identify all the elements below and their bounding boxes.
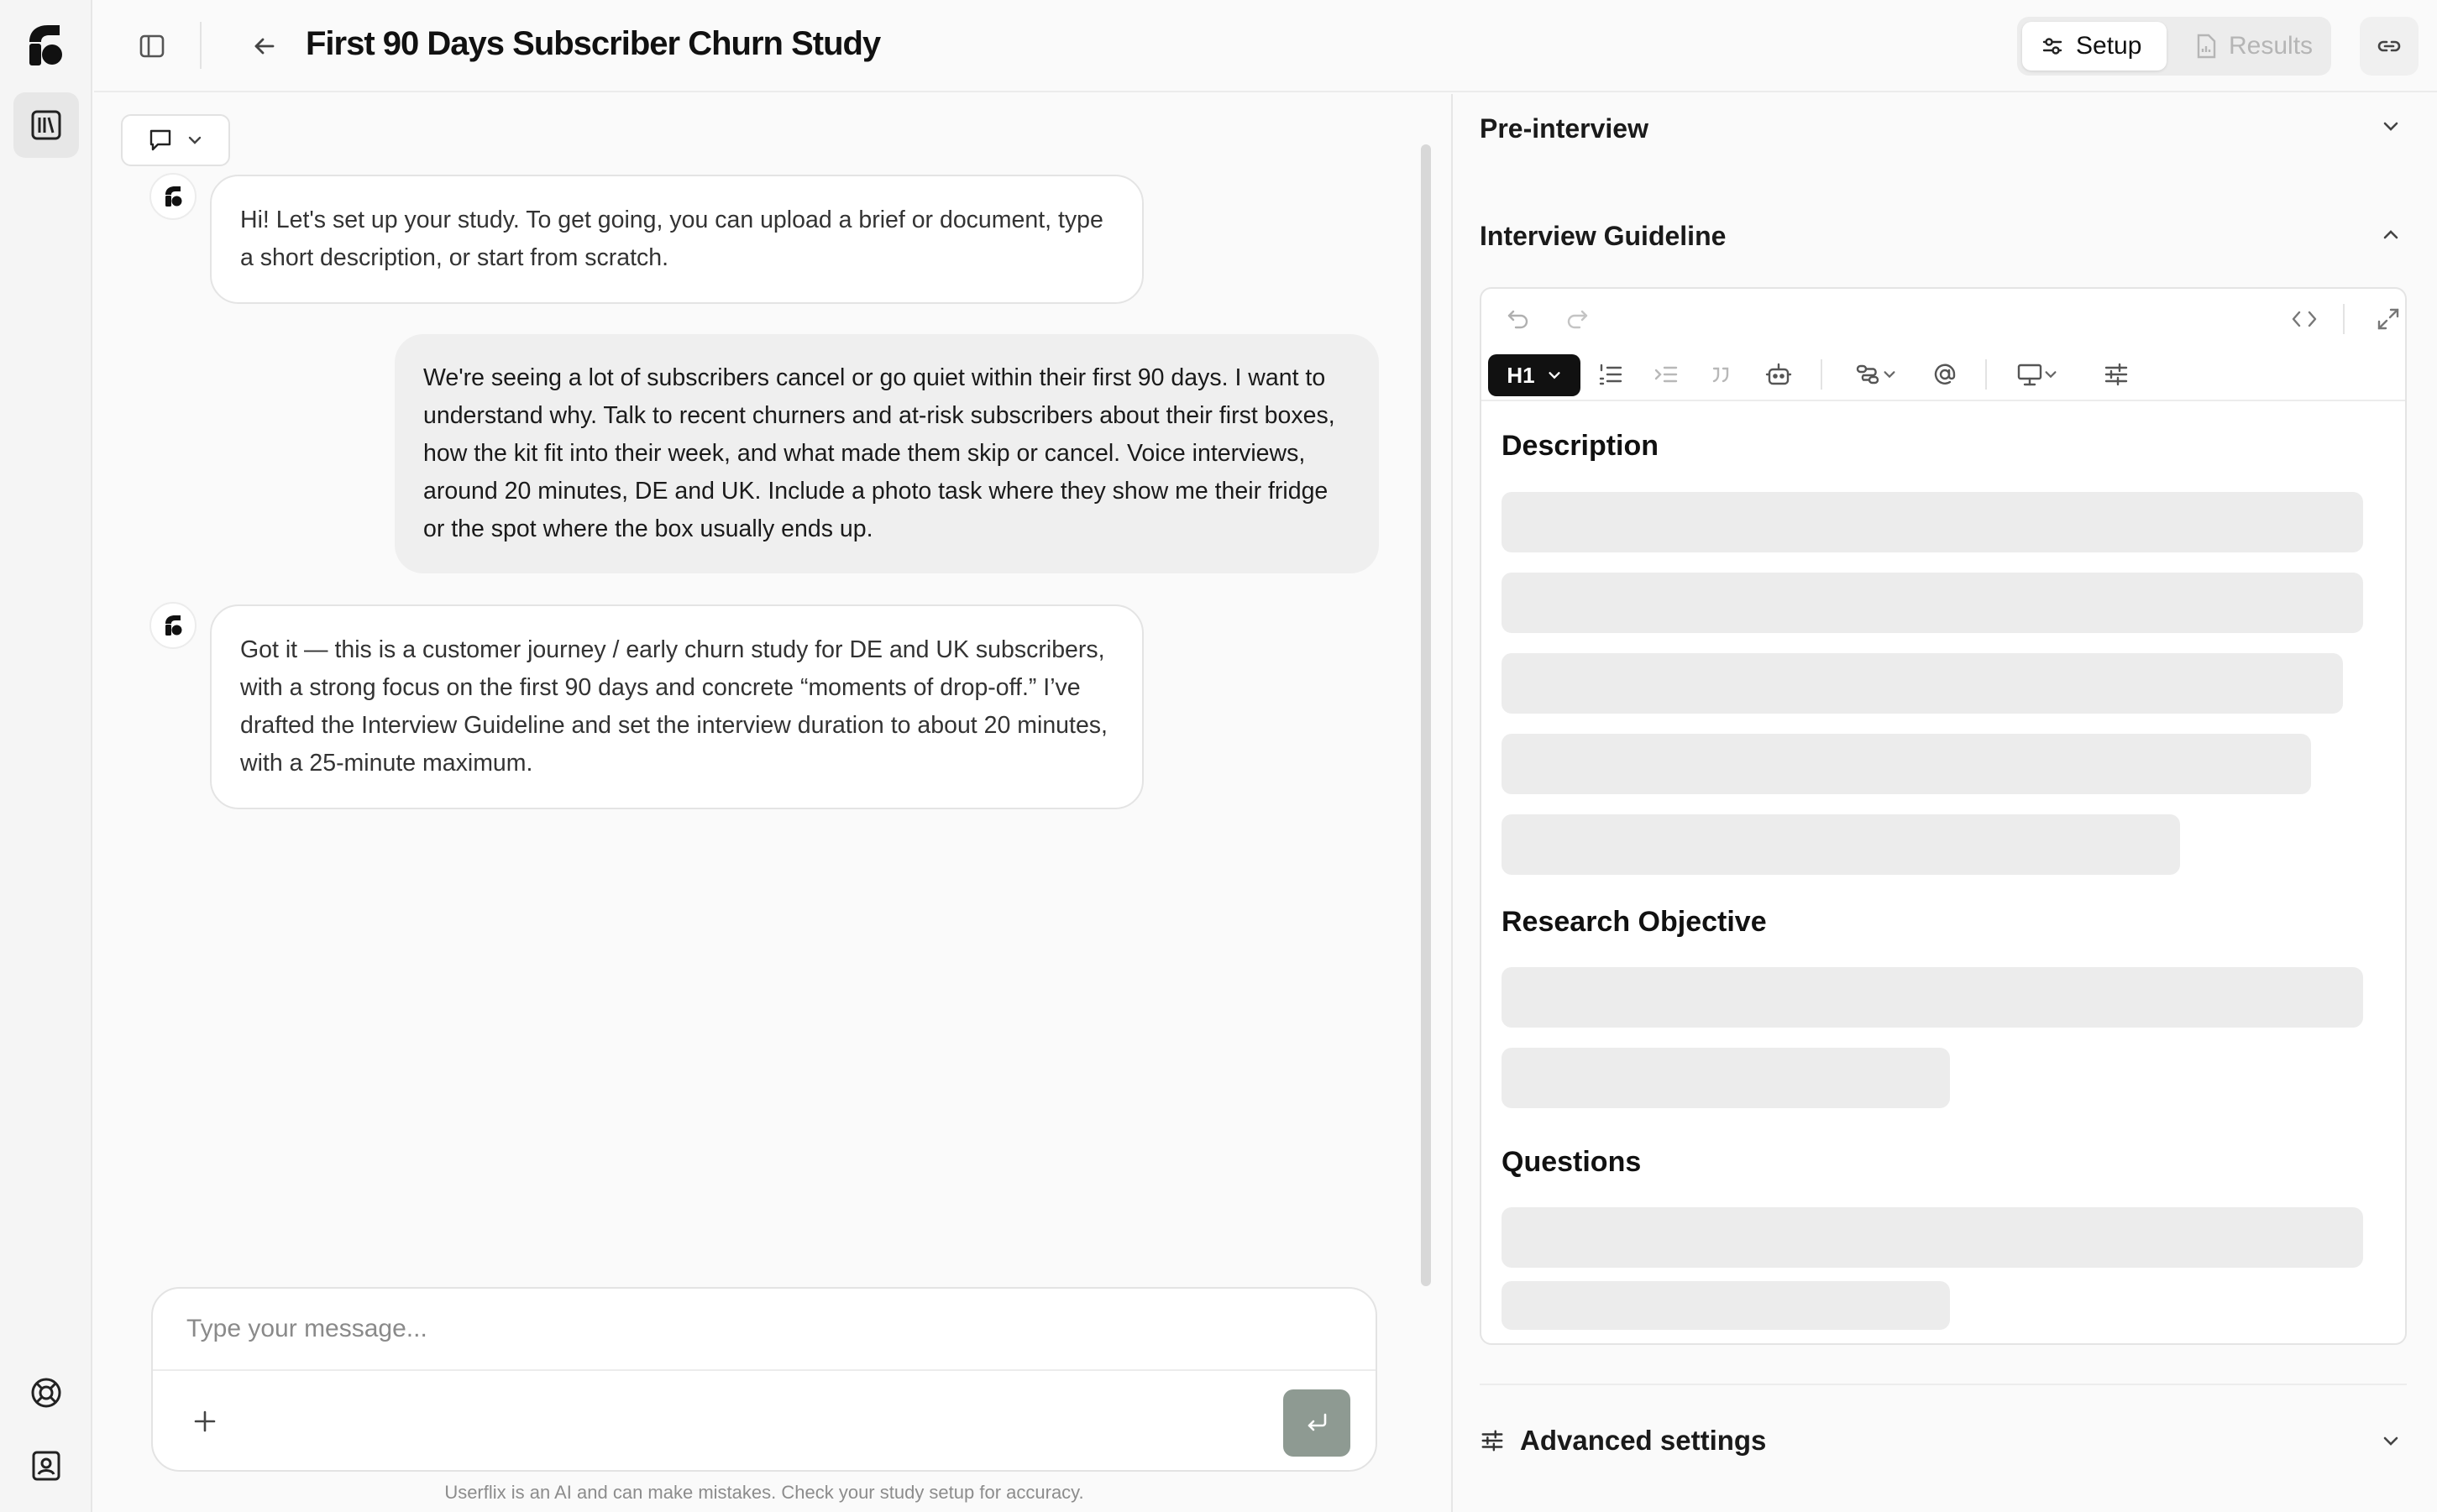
arrow-left-icon [252, 34, 277, 59]
interview-guideline-header[interactable]: Interview Guideline [1480, 221, 1727, 251]
loading-skeleton [1502, 1281, 1950, 1330]
header-divider [200, 22, 202, 69]
chevron-down-icon [186, 132, 203, 149]
chat-scrollbar[interactable] [1421, 144, 1431, 1286]
code-icon [2290, 306, 2319, 332]
study-setup-panel [1451, 94, 2437, 1512]
ai-assistant-button[interactable] [1762, 358, 1795, 391]
toggle-sidebar-button[interactable] [131, 25, 173, 67]
user-card-icon [30, 1450, 62, 1482]
user-message: We're seeing a lot of subscribers cancel or go quiet within their first 90 days. I want to understand why. Talk to recent churners and at-risk subscribers about their first boxes, how the kit fit into their week, and what made them skip or cancel. Voice interviews, around 20 minutes, DE and UK. Include a photo task where they show me their fridge or the spot where the box usually ends up. [395, 334, 1379, 573]
undo-icon [1506, 306, 1531, 332]
sliders-icon [2103, 362, 2130, 387]
loading-skeleton [1502, 492, 2363, 552]
chat-mode-dropdown[interactable] [121, 114, 230, 166]
help-nav-button[interactable] [13, 1360, 79, 1426]
library-nav-button[interactable] [13, 92, 79, 158]
expand-editor-button[interactable] [2371, 302, 2405, 336]
assistant-message: Hi! Let's set up your study. To get going, you can upload a brief or document, type a short description, or start from scratch. [210, 175, 1144, 304]
assistant-avatar [149, 173, 197, 220]
attach-button[interactable] [186, 1403, 223, 1440]
chevron-down-icon[interactable] [2378, 114, 2403, 139]
message-input[interactable] [153, 1289, 1376, 1371]
guideline-editor [1480, 287, 2407, 1345]
link-icon [2376, 33, 2403, 60]
stimulus-dropdown[interactable] [2004, 358, 2071, 391]
chevron-up-icon[interactable] [2378, 222, 2403, 247]
numbered-list-icon [1597, 362, 1624, 387]
message-composer [151, 1287, 1377, 1472]
section-heading[interactable]: Description [1502, 430, 1659, 462]
plus-icon [192, 1409, 217, 1434]
toolbar-divider [1821, 359, 1822, 390]
chevron-down-icon [1882, 367, 1897, 382]
quote-icon [1709, 362, 1734, 387]
undo-button[interactable] [1502, 302, 1535, 336]
advanced-settings-label: Advanced settings [1520, 1425, 1767, 1456]
library-icon [30, 109, 62, 141]
top-header [94, 0, 2437, 92]
chevron-down-icon[interactable] [2378, 1429, 2403, 1454]
heading-style-label: H1 [1507, 362, 1535, 388]
loading-skeleton [1502, 1048, 1950, 1108]
document-chart-icon [2195, 34, 2217, 59]
numbered-list-button[interactable] [1594, 358, 1627, 391]
enter-icon [1303, 1410, 1330, 1436]
presentation-icon [2016, 362, 2043, 387]
redo-button[interactable] [1560, 302, 1594, 336]
expand-icon [2376, 306, 2401, 332]
at-sign-icon [1931, 361, 1958, 388]
send-button[interactable] [1283, 1389, 1350, 1457]
indent-icon [1653, 362, 1680, 387]
view-switcher [2017, 17, 2331, 76]
tab-setup[interactable] [2022, 22, 2167, 71]
lifebuoy-icon [30, 1377, 62, 1409]
back-button[interactable] [244, 25, 286, 67]
indent-button[interactable] [1649, 358, 1683, 391]
loading-skeleton [1502, 1207, 2363, 1268]
share-link-button[interactable] [2360, 17, 2419, 76]
profile-nav-button[interactable] [13, 1433, 79, 1499]
loading-skeleton [1502, 653, 2343, 714]
section-heading[interactable]: Questions [1502, 1146, 1642, 1178]
chat-column [94, 94, 1449, 1512]
toolbar-divider [2343, 304, 2345, 334]
panel-divider [1480, 1384, 2407, 1385]
pre-interview-header[interactable]: Pre-interview [1480, 113, 1648, 144]
editor-settings-button[interactable] [2099, 358, 2133, 391]
loading-skeleton [1502, 967, 2363, 1028]
left-rail [0, 0, 92, 1512]
tab-setup-label: Setup [2076, 32, 2142, 60]
code-view-button[interactable] [2288, 302, 2321, 336]
loading-skeleton [1502, 734, 2311, 794]
editor-format-toolbar [1481, 348, 2405, 401]
loading-skeleton [1502, 814, 2180, 875]
robot-icon [1765, 361, 1792, 388]
quote-button[interactable] [1705, 358, 1738, 391]
chevron-down-icon [1547, 368, 1562, 383]
sliders-icon [1480, 1428, 1505, 1453]
sidebar-icon [139, 33, 165, 60]
section-heading[interactable]: Research Objective [1502, 906, 1767, 938]
toolbar-divider [1985, 359, 1987, 390]
app-logo[interactable] [26, 24, 63, 67]
chevron-down-icon [2043, 367, 2058, 382]
heading-style-dropdown[interactable] [1488, 354, 1580, 396]
ai-disclaimer: Userflix is an AI and can make mistakes. Check your study setup for accuracy. [444, 1482, 1084, 1503]
editor-top-toolbar [1481, 289, 2405, 348]
logic-flow-dropdown[interactable] [1842, 358, 1910, 391]
page-title: First 90 Days Subscriber Churn Study [306, 25, 881, 62]
tab-results-label: Results [2229, 32, 2314, 60]
sliders-icon [2041, 34, 2064, 58]
assistant-message: Got it — this is a customer journey / early churn study for DE and UK subscribers, with a strong focus on the first 90 days and concrete “moments of drop-off.” I’ve drafted the Interview Guideline and set the interview duration to about 20 minutes, with a 25-minute maximum. [210, 604, 1144, 809]
message-bubble-icon [148, 128, 173, 153]
mention-button[interactable] [1928, 358, 1962, 391]
advanced-settings-header[interactable] [1480, 1425, 1766, 1457]
flow-branch-icon [1855, 362, 1882, 387]
redo-icon [1564, 306, 1590, 332]
loading-skeleton [1502, 573, 2363, 633]
assistant-avatar [149, 602, 197, 649]
tab-results[interactable] [2177, 22, 2326, 71]
